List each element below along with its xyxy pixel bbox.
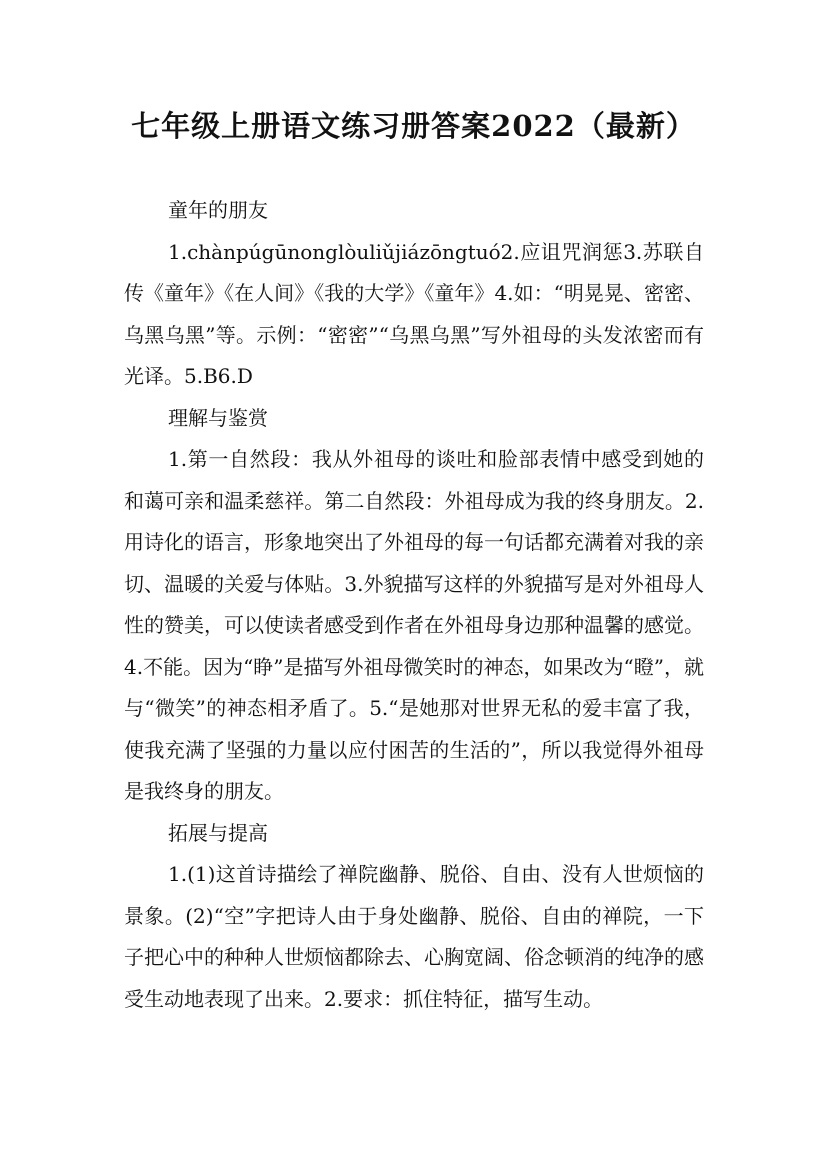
document-body bbox=[124, 190, 704, 1020]
section-heading: 拓展与提高 bbox=[168, 820, 268, 845]
section-extension-improvement bbox=[124, 813, 704, 1021]
section-childhood-friend bbox=[124, 190, 704, 398]
section-paragraph: 1.chànpúgūnonglòuliǔjiázōngtuó2.应诅咒润惩3.苏联自传《童年》《在人间》《我的大学》《童年》4.如：“明晃晃、密密、乌黑乌黑”等。示例：“密密”“乌黑乌黑”写外祖母的头发浓密而有光译。5.B6.D bbox=[124, 239, 704, 388]
section-heading: 理解与鉴赏 bbox=[168, 405, 268, 430]
section-paragraph: 1.(1)这首诗描绘了禅院幽静、脱俗、自由、没有人世烦恼的景象。(2)“空”字把诗人由于身处幽静、脱俗、自由的禅院，一下子把心中的种种人世烦恼都除去、心胸宽阔、俗念顿消的纯净的感受生动地表现了出来。2.要求：抓住特征，描写生动。 bbox=[124, 862, 704, 1011]
document-title: 七年级上册语文练习册答案2022（最新） bbox=[131, 109, 696, 143]
section-understanding-appreciation bbox=[124, 398, 704, 813]
section-heading: 童年的朋友 bbox=[168, 198, 268, 222]
section-paragraph: 1.第一自然段：我从外祖母的谈吐和脸部表情中感受到她的和蔼可亲和温柔慈祥。第二自然段：外祖母成为我的终身朋友。2.用诗化的语言，形象地突出了外祖母的每一句话都充满着对我的亲切、温暖的关爱与体贴。3.外貌描写这样的外貌描写是对外祖母人性的赞美，可以使读者感受到作者在外祖母身边那种温馨的感觉。4.不能。因为“睁”是描写外祖母微笑时的神态，如果改为“瞪”，就与“微笑”的神态相矛盾了。5.“是她那对世界无私的爱丰富了我，使我充满了坚强的力量以应付困苦的生活的”，所以我觉得外祖母是我终身的朋友。 bbox=[124, 447, 704, 803]
